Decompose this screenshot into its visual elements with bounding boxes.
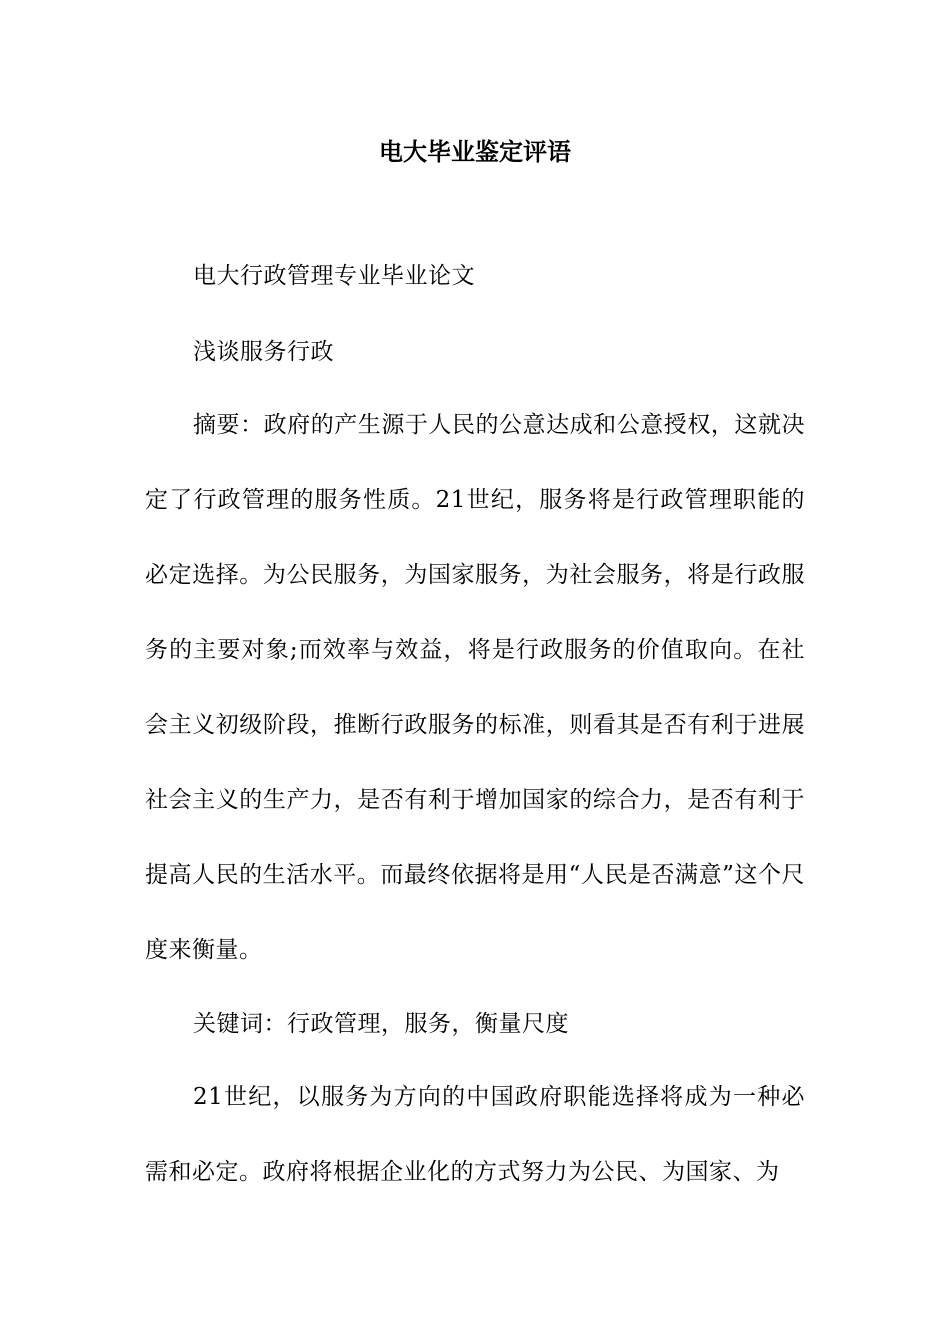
subtitle-thesis: 电大行政管理专业毕业论文 (193, 263, 475, 289)
body-paragraph: 21世纪，以服务为方向的中国政府职能选择将成为一种必需和必定。政府将根据企业化的方式努力为公民、为国家、为 (145, 1084, 805, 1185)
abstract-block (145, 388, 805, 988)
keywords-line: 关键词：行政管理，服务，衡量尺度 (193, 1011, 569, 1037)
abstract-paragraph: 摘要：政府的产生源于人民的公意达成和公意授权，这就决定了行政管理的服务性质。21世纪，服务将是行政管理职能的必定选择。为公民服务，为国家服务，为社会服务，将是行政服务的主要对象;而效率与效益，将是行政服务的价值取向。在社会主义初级阶段，推断行政服务的标准，则看其是否有利于进展社会主义的生产力，是否有利于增加国家的综合力，是否有利于提高人民的生活水平。而最终依据将是用“人民是否满意”这个尺度来衡量。 (145, 412, 805, 963)
subtitle-topic: 浅谈服务行政 (193, 339, 334, 365)
document-title: 电大毕业鉴定评语 (379, 137, 571, 166)
body-block (145, 1060, 805, 1210)
